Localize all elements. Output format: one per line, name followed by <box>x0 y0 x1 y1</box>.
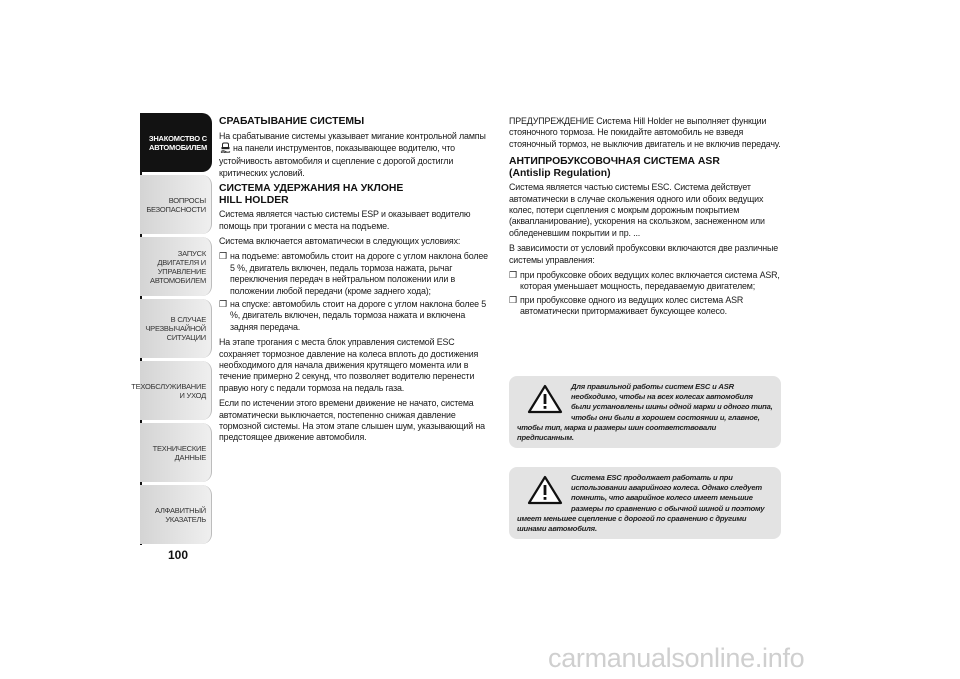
warning-box-tires <box>509 376 781 448</box>
list-item <box>509 270 781 293</box>
paragraph-hill-holder-warning: ПРЕДУПРЕЖДЕНИЕ Система Hill Holder не выполняет функции стояночного тормоза. Не покидайте автомобиль не взведя стояночный тормоз, не выключив двигатель и не включив передачу. <box>509 116 781 149</box>
list-item-text: на подъеме: автомобиль стоит на дороге с углом наклона более 5 %, двигатель включен, педаль тормоза нажата, рычаг переключения передач в нейтральном положении или в положении любой передачи (кроме заднего хода); <box>230 251 488 296</box>
checkbox-bullet-icon: ❒ <box>509 270 517 281</box>
warning-text-spare-wheel: Система ESC продолжает работать и при использовании аварийного колеса. Однако следует помнить, что аварийное колесо имеет меньшие размеры по сравнению с обычной шиной и поэтому имеет меньшее сцепление с дорогой по сравнению с другими шинами автомобиля. <box>517 473 765 534</box>
heading-hill-holder <box>219 183 491 206</box>
heading-asr-line2: (Antislip Regulation) <box>509 167 611 179</box>
list-item-text: при пробуксовке одного из ведущих колес система ASR автоматически притормаживает буксующее колесо. <box>520 294 744 317</box>
checkbox-bullet-icon: ❒ <box>219 298 227 309</box>
list-item <box>219 299 491 333</box>
warning-text-tires: Для правильной работы систем ESC и ASR необходимо, чтобы на всех колесах автомобиля были установлены шины одной марки и одного типа, чтобы они были в хорошем состоянии и, главное, чтобы тип, марка и размеры шин соответствовали предписанным. <box>517 382 773 443</box>
paragraph-hill-holder-timeout: Если по истечении этого времени движение не начато, система автоматически выключается, постепенно снижая давление тормозной системы. На этом этапе слышен шум, указывающий на предстоящее движение автомобиля. <box>219 398 485 443</box>
paragraph-hill-holder-start: На этапе трогания с места блок управления системой ESC сохраняет тормозное давление на колеса вплоть до достижения необходимого для начала движения крутящего момента или в течение примерно 2 секунд, что позволяет водителю перенести правую ногу с педали тормоза на педаль газа. <box>219 337 479 393</box>
tab-index[interactable]: АЛФАВИТНЫЙ УКАЗАТЕЛЬ <box>140 485 212 544</box>
checkbox-bullet-icon: ❒ <box>219 251 227 262</box>
list-item-text: при пробуксовке обоих ведущих колес включается система ASR, которая уменьшает мощность, передаваемую двигателем; <box>520 270 780 292</box>
paragraph-hill-holder-conditions: Система включается автоматически в следующих условиях: <box>219 235 461 246</box>
paragraph-asr-modes: В зависимости от условий пробуксовки включаются две различные системы управления: <box>509 243 779 265</box>
paragraph-activation <box>219 131 491 180</box>
heading-asr-line1: АНТИПРОБУКСОВОЧНАЯ СИСТЕМА ASR <box>509 156 720 168</box>
warning-triangle-icon <box>527 384 563 414</box>
tab-safety[interactable]: ВОПРОСЫ БЕЗОПАСНОСТИ <box>140 175 212 234</box>
warning-box-spare-wheel <box>509 467 781 539</box>
watermark: carmanualsonline.info <box>548 643 805 673</box>
warning-triangle-icon <box>527 475 563 505</box>
heading-hill-holder-line1: СИСТЕМА УДЕРЖАНИЯ НА УКЛОНЕ <box>219 183 404 195</box>
paragraph-hill-holder-intro: Система является частью системы ESP и оказывает водителю помощь при трогании с места на подъеме. <box>219 209 471 231</box>
paragraph-activation-a: На срабатывание системы указывает мигание контрольной лампы <box>219 130 486 141</box>
tab-maintenance[interactable]: ТЕХОБСЛУЖИВАНИЕ И УХОД <box>140 361 212 420</box>
tab-technical-data[interactable]: ТЕХНИЧЕСКИЕ ДАННЫЕ <box>140 423 212 482</box>
heading-system-activation: СРАБАТЫВАНИЕ СИСТЕМЫ <box>219 116 365 127</box>
checkbox-bullet-icon: ❒ <box>509 294 517 305</box>
heading-asr <box>509 156 781 179</box>
list-item-text: на спуске: автомобиль стоит на дороге с углом наклона более 5 %, двигатель включен, педаль тормоза нажата и включена задняя передача. <box>230 298 487 332</box>
tab-starting-driving[interactable]: ЗАПУСК ДВИГАТЕЛЯ И УПРАВЛЕНИЕ АВТОМОБИЛЕМ <box>140 237 212 296</box>
paragraph-asr-intro: Система является частью системы ESC. Система действует автоматически в случае скольжения одного или обоих ведущих колес, потери сцепления с мокрым дорожным покрытием (аквапланирование), ускорения на скользком, заснеженном или обледеневшим покрытии и пр. ... <box>509 182 765 238</box>
right-column <box>509 116 781 320</box>
paragraph-activation-b: на панели инструментов, показывающее водителю, что устойчивость автомобиля и сцепление с дорогой достигли критических условий. <box>219 142 455 178</box>
tab-emergency[interactable]: В СЛУЧАЕ ЧРЕЗВЫЧАЙНОЙ СИТУАЦИИ <box>140 299 212 358</box>
esc-warning-lamp-icon <box>220 142 231 156</box>
tab-intro[interactable]: ЗНАКОМСТВО С АВТОМОБИЛЕМ <box>140 113 212 172</box>
left-column <box>219 116 491 448</box>
heading-hill-holder-line2: HILL HOLDER <box>219 194 289 206</box>
list-item <box>509 295 781 318</box>
list-item <box>219 251 491 297</box>
page-number: 100 <box>167 548 189 562</box>
